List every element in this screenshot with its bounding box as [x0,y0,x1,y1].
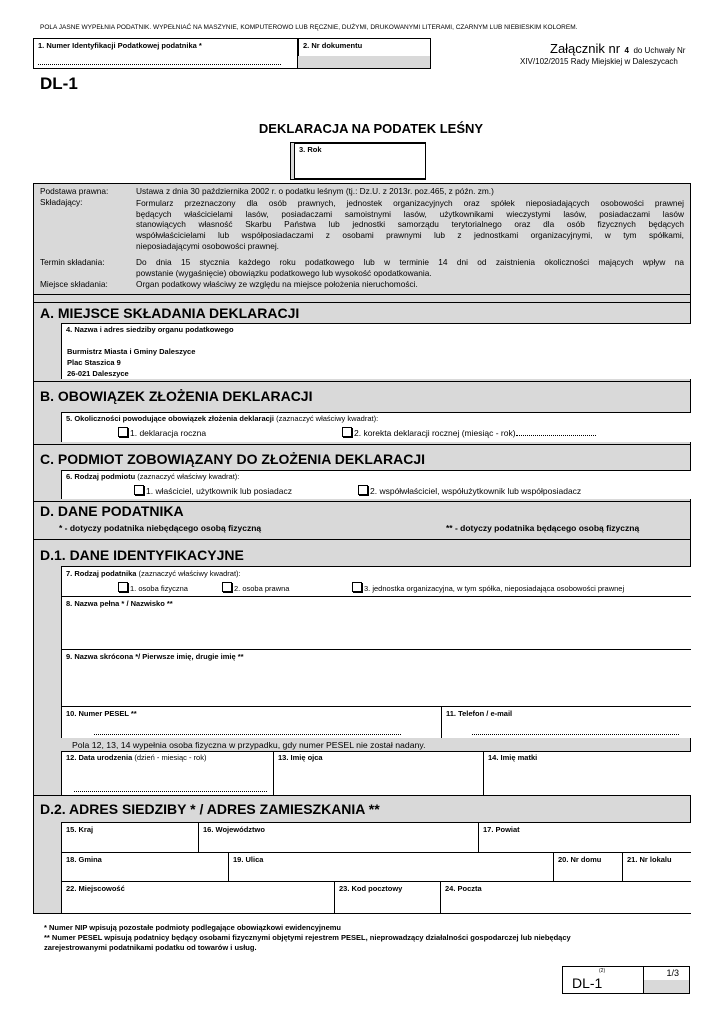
pesel-field[interactable] [61,706,441,738]
legal-basis-text: Ustawa z dnia 30 października 2002 r. o podatku leśnym (tj.: Dz.U. z 2013r. poz.465, z późn. zm.) [136,186,494,196]
mother-name-label: 14. Imię matki [488,753,538,762]
filer-text: Formularz przeznaczony dla osób prawnych, jednostek organizacyjnych oraz spółek nieposiadających osobowości prawnej będących właścicielami lasów, posiadaczami samoistnymi lasów, użytkownikami wieczystymi lasów, posiadaczami lasów stanowiących własność Skarbu Państwa lub jednostki samorządu terytorialnego oraz dla osób fizycznych będących współwłaścicielami lub współposiadaczami z osobami prawnymi lub z jednostkami organizacyjnymi, w tym spółkami, nieposiadającymi osobowości prawnej. [136,198,684,251]
birth-date-note: (dzień - miesiąc - rok) [134,753,207,762]
section-a-title: A. MIEJSCE SKŁADANIA DEKLARACJI [40,305,300,321]
phone-email-label: 11. Telefon / e-mail [446,709,513,718]
voivodeship-label: 16. Województwo [203,825,265,834]
locality-field[interactable] [61,881,334,913]
pesel-label: 10. Numer PESEL ** [66,709,137,718]
organizational-unit-option[interactable] [352,582,624,595]
footer-code-box [562,966,644,994]
section-d1-title: D.1. DANE IDENTYFIKACYJNE [40,547,244,563]
short-name-label: 9. Nazwa skrócona */ Pierwsze imię, drugie imię ** [66,652,244,661]
street-label: 19. Ulica [233,855,264,864]
obligation-note: (zaznaczyć właściwy kwadrat): [276,414,379,423]
tax-office-name: Burmistrz Miasta i Gminy Daleszyce [67,347,196,356]
deadline-label: Termin składania: [40,257,105,267]
father-name-field[interactable] [273,751,483,795]
apartment-number-field[interactable] [622,852,691,881]
correction-option[interactable] [342,427,596,439]
co-owner-checkbox[interactable] [358,485,368,495]
birth-date-field[interactable] [61,751,273,795]
owner-option[interactable] [134,485,292,497]
full-name-label: 8. Nazwa pełna * / Nazwisko ** [66,599,173,608]
footer-form-code: DL-1 [572,975,603,991]
filer-label: Składający: [40,197,83,207]
form-code: DL-1 [40,74,78,93]
municipality-field[interactable] [61,852,228,881]
post-office-field[interactable] [440,881,691,913]
nip-label: 1. Numer Identyfikacji Podatkowej podatnika * [38,41,202,50]
place-text: Organ podatkowy właściwy ze względu na miejsce położenia nieruchomości. [136,279,418,289]
postal-code-label: 23. Kod pocztowy [339,884,403,893]
legal-person-option[interactable] [222,582,289,595]
year-label: 3. Rok [299,145,322,154]
entity-field [61,470,691,499]
organizational-unit-checkbox[interactable] [352,582,362,592]
taxpayer-type-field [61,566,691,596]
legal-basis-label: Podstawa prawna: [40,186,109,196]
full-name-field[interactable] [61,596,691,649]
owner-label: 1. właściciel, użytkownik lub posiadacz [146,486,292,496]
locality-label: 22. Miejscowość [66,884,125,893]
taxpayer-type-label: 7. Rodzaj podatnika [66,569,137,578]
country-label: 15. Kraj [66,825,94,834]
co-owner-option[interactable] [358,485,581,497]
natural-person-option[interactable] [118,582,188,595]
correction-checkbox[interactable] [342,427,352,437]
section-d2-title: D.2. ADRES SIEDZIBY * / ADRES ZAMIESZKANIA ** [40,801,380,817]
tax-office-field [61,323,691,379]
entity-label: 6. Rodzaj podmiotu [66,472,136,481]
legal-person-label: 2. osoba prawna [234,584,290,593]
footnote-pesel-cont: zarejestrowanymi podatnikami podatku od towarów i usług. [44,943,257,952]
postal-code-field[interactable] [334,881,440,913]
tax-office-label: 4. Nazwa i adres siedziby organu podatkowego [66,325,234,334]
street-field[interactable] [228,852,553,881]
natural-person-label: 1. osoba fizyczna [130,584,188,593]
document-number-label: 2. Nr dokumentu [303,41,363,50]
owner-checkbox[interactable] [134,485,144,495]
obligation-label: 5. Okoliczności powodujące obowiązek złożenia deklaracji [66,414,274,423]
organizational-unit-label: 3. jednostka organizacyjna, w tym spółka, nieposiadająca osobowości prawnej [364,584,625,593]
county-label: 17. Powiat [483,825,520,834]
pesel-note: Pola 12, 13, 14 wypełnia osoba fizyczna w przypadku, gdy numer PESEL nie został nadany. [72,740,426,750]
phone-email-field[interactable] [441,706,691,738]
natural-person-checkbox[interactable] [118,582,128,592]
house-number-label: 20. Nr domu [558,855,602,864]
nip-field[interactable] [33,38,298,69]
footer-version: (2) [599,968,606,974]
father-name-label: 13. Imię ojca [278,753,323,762]
tax-office-street: Plac Staszica 9 [67,358,121,367]
document-number-field[interactable] [298,39,430,56]
tax-office-city: 26-021 Daleszyce [67,369,129,378]
co-owner-label: 2. współwłaściciel, współużytkownik lub współposiadacz [370,486,582,496]
country-field[interactable] [61,822,198,856]
page-number: 1/3 [666,968,679,978]
deadline-text: Do dnia 15 stycznia każdego roku podatkowego lub w terminie 14 dni od zaistnienia okoliczności mających wpływ na powstanie (wygaśnięcie) obowiązku podatkowego lub wysokość opodatkowania. [136,257,684,278]
voivodeship-field[interactable] [198,822,478,856]
footnote-pesel: ** Numer PESEL wpisują podatnicy będący osobami fizycznymi objętymi rejestrem PESEL, nieprowadzący działalności gospodarczej lub niebędący [44,933,571,942]
municipality-label: 18. Gmina [66,855,102,864]
section-c-title: C. PODMIOT ZOBOWIĄZANY DO ZŁOŻENIA DEKLARACJI [40,451,425,467]
annual-declaration-label: 1. deklaracja roczna [130,428,207,438]
county-field[interactable] [478,822,691,856]
non-individual-note: * - dotyczy podatnika niebędącego osobą fizyczną [59,523,262,533]
top-note: POLA JASNE WYPEŁNIA PODATNIK. WYPEŁNIAĆ NA MASZYNIE, KOMPUTEROWO LUB RĘCZNIE, DUŻYMI, DRUKOWANYMI LITERAMI, CZARNYM LUB NIEBIESKIM KOLOREM. [40,24,578,31]
legal-person-checkbox[interactable] [222,582,232,592]
taxpayer-type-note: (zaznaczyć właściwy kwadrat): [138,569,241,578]
apartment-number-label: 21. Nr lokalu [627,855,672,864]
footnotes [44,923,684,953]
mother-name-field[interactable] [483,751,691,795]
correction-label: 2. korekta deklaracji rocznej (miesiąc - rok) [354,428,516,438]
section-d-title: D. DANE PODATNIKA [40,503,184,519]
annual-declaration-option[interactable] [118,427,206,439]
entity-note: (zaznaczyć właściwy kwadrat): [137,472,240,481]
individual-note: ** - dotyczy podatnika będącego osobą fizyczną [446,523,640,533]
obligation-field [61,412,691,442]
birth-date-label: 12. Data urodzenia [66,753,133,762]
short-name-field[interactable] [61,649,691,706]
place-label: Miejsce składania: [40,279,108,289]
annex-title: Załącznik nr 4 do Uchwały Nr [550,41,686,56]
annual-declaration-checkbox[interactable] [118,427,128,437]
footnote-nip: * Numer NIP wpisują pozostałe podmioty podlegające obowiązkowi ewidencyjnemu [44,923,342,932]
footer-page-box [644,967,689,980]
post-office-label: 24. Poczta [445,884,482,893]
page-title: DEKLARACJA NA PODATEK LEŚNY [258,121,484,136]
house-number-field[interactable] [553,852,622,881]
year-field[interactable] [294,143,426,179]
annex-resolution: XIV/102/2015 Rady Miejskiej w Daleszycach [520,57,678,66]
section-b-title: B. OBOWIĄZEK ZŁOŻENIA DEKLARACJI [40,388,313,404]
